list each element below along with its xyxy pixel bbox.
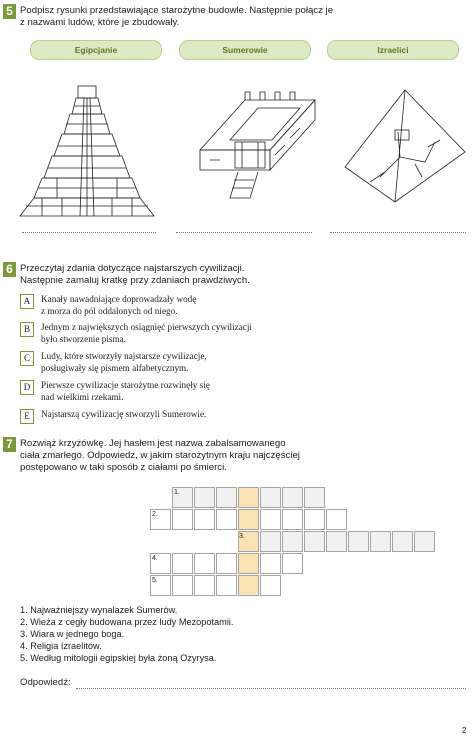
crossword-row-number-5: 5. — [152, 577, 158, 584]
crossword-clue-2: 2. Wieża z cegły budowana przez ludy Mezopotamii. — [20, 617, 234, 627]
answer-line-1[interactable] — [22, 232, 156, 233]
crossword-cell[interactable] — [304, 531, 325, 552]
statement-a-line-2: z morza do pól oddalonych od niego. — [41, 306, 178, 316]
crossword-clue-3: 3. Wiara w jednego boga. — [20, 629, 125, 639]
crossword-cell[interactable] — [326, 509, 347, 530]
task-6-instruction-line-2: Następnie zamaluj kratkę przy zdaniach prawdziwych. — [20, 275, 250, 286]
task-5-instruction-line-2: z nazwami ludów, które je zbudowały. — [20, 17, 180, 28]
crossword-cell[interactable] — [414, 531, 435, 552]
people-label-egipcjanie[interactable]: Egipcjanie — [30, 40, 162, 60]
crossword-cell[interactable] — [326, 531, 347, 552]
statement-c-line-1: Ludy, które stworzyły najstarsze cywilizacje, — [41, 351, 207, 361]
task-5-number: 5 — [3, 4, 16, 19]
crossword-cell[interactable] — [304, 487, 325, 508]
crossword-cell[interactable] — [304, 509, 325, 530]
crossword-row-number-2: 2. — [152, 511, 158, 518]
crossword-cell[interactable] — [282, 531, 303, 552]
task-5-instruction-line-1: Podpisz rysunki przedstawiające starożytne budowle. Następnie połącz je — [20, 5, 334, 16]
crossword-cell[interactable] — [216, 553, 237, 574]
crossword-cell[interactable] — [194, 553, 215, 574]
crossword-clue-5: 5. Według mitologii egipskiej była żoną Ozyrysa. — [20, 653, 217, 663]
crossword-cell[interactable] — [216, 487, 237, 508]
task-7-number: 7 — [3, 437, 16, 452]
crossword-cell[interactable] — [282, 487, 303, 508]
temple-drawing — [190, 80, 320, 215]
crossword-cell[interactable] — [172, 509, 193, 530]
crossword-cell[interactable] — [216, 575, 237, 596]
crossword-cell[interactable] — [194, 575, 215, 596]
statement-b-line-1: Jednym z największych osiągnięć pierwszych cywilizacji — [41, 322, 252, 332]
answer-line-2[interactable] — [176, 232, 312, 233]
crossword-clue-1: 1. Najważniejszy wynalazek Sumerów. — [20, 605, 178, 615]
crossword-cell[interactable] — [216, 509, 237, 530]
crossword-cell[interactable] — [194, 509, 215, 530]
crossword-key-cell[interactable] — [238, 575, 259, 596]
crossword-cell[interactable] — [282, 509, 303, 530]
crossword-cell[interactable] — [194, 487, 215, 508]
crossword-key-cell[interactable] — [238, 553, 259, 574]
crossword-row-number-4: 4. — [152, 555, 158, 562]
statement-c-line-2: posługiwały się pismem alfabetycznym. — [41, 363, 189, 373]
task-7-instruction-line-1: Rozwiąż krzyżówkę. Jej hasłem jest nazwa zabalsamowanego — [20, 438, 286, 449]
crossword-cell[interactable] — [282, 553, 303, 574]
crossword-cell[interactable] — [260, 531, 281, 552]
final-answer-line[interactable] — [76, 688, 466, 689]
people-label-sumerowie[interactable]: Sumerowie — [179, 40, 311, 60]
pyramid-drawing — [340, 82, 470, 212]
crossword-cell[interactable] — [260, 487, 281, 508]
statement-checkbox-c[interactable]: C — [20, 351, 34, 366]
statement-d-line-1: Pierwsze cywilizacje starożytne rozwinęły się — [41, 380, 210, 390]
crossword-cell[interactable] — [348, 531, 369, 552]
crossword-clue-4: 4. Religia Izraelitów. — [20, 641, 102, 651]
crossword-row-number-3: 3. — [239, 533, 245, 540]
ziggurat-drawing — [12, 78, 162, 228]
page-number: 2 — [462, 726, 467, 735]
statement-checkbox-e[interactable]: E — [20, 409, 34, 424]
crossword-key-cell[interactable] — [238, 509, 259, 530]
crossword-cell[interactable] — [172, 553, 193, 574]
crossword-cell[interactable] — [172, 575, 193, 596]
answer-label: Odpowiedź: — [20, 677, 71, 688]
crossword-cell[interactable] — [392, 531, 413, 552]
people-label-izraelici[interactable]: Izraelici — [327, 40, 459, 60]
crossword-cell[interactable] — [260, 509, 281, 530]
task-6-number: 6 — [3, 262, 16, 277]
task-7-instruction-line-2: ciała zmarłego. Odpowiedz, w jakim starożytnym kraju najczęściej — [20, 450, 300, 461]
statement-d-line-2: nad wielkimi rzekami. — [41, 392, 124, 402]
crossword-row-number-1: 1. — [174, 489, 180, 496]
crossword-cell[interactable] — [370, 531, 391, 552]
statement-checkbox-a[interactable]: A — [20, 294, 34, 309]
task-7-instruction-line-3: postępowano w taki sposób z ciałami po śmierci. — [20, 462, 227, 473]
crossword-key-cell[interactable] — [238, 487, 259, 508]
statement-a-line-1: Kanały nawadniające doprowadzały wodę — [41, 294, 197, 304]
statement-b-line-2: było stworzenie pisma. — [41, 334, 126, 344]
task-6-instruction-line-1: Przeczytaj zdania dotyczące najstarszych cywilizacji. — [20, 263, 245, 274]
answer-line-3[interactable] — [330, 232, 466, 233]
statement-checkbox-b[interactable]: B — [20, 322, 34, 337]
crossword-cell[interactable] — [260, 575, 281, 596]
statement-checkbox-d[interactable]: D — [20, 380, 34, 395]
statement-e-line-1: Najstarszą cywilizację stworzyli Sumerowie. — [41, 409, 207, 419]
crossword-cell[interactable] — [260, 553, 281, 574]
